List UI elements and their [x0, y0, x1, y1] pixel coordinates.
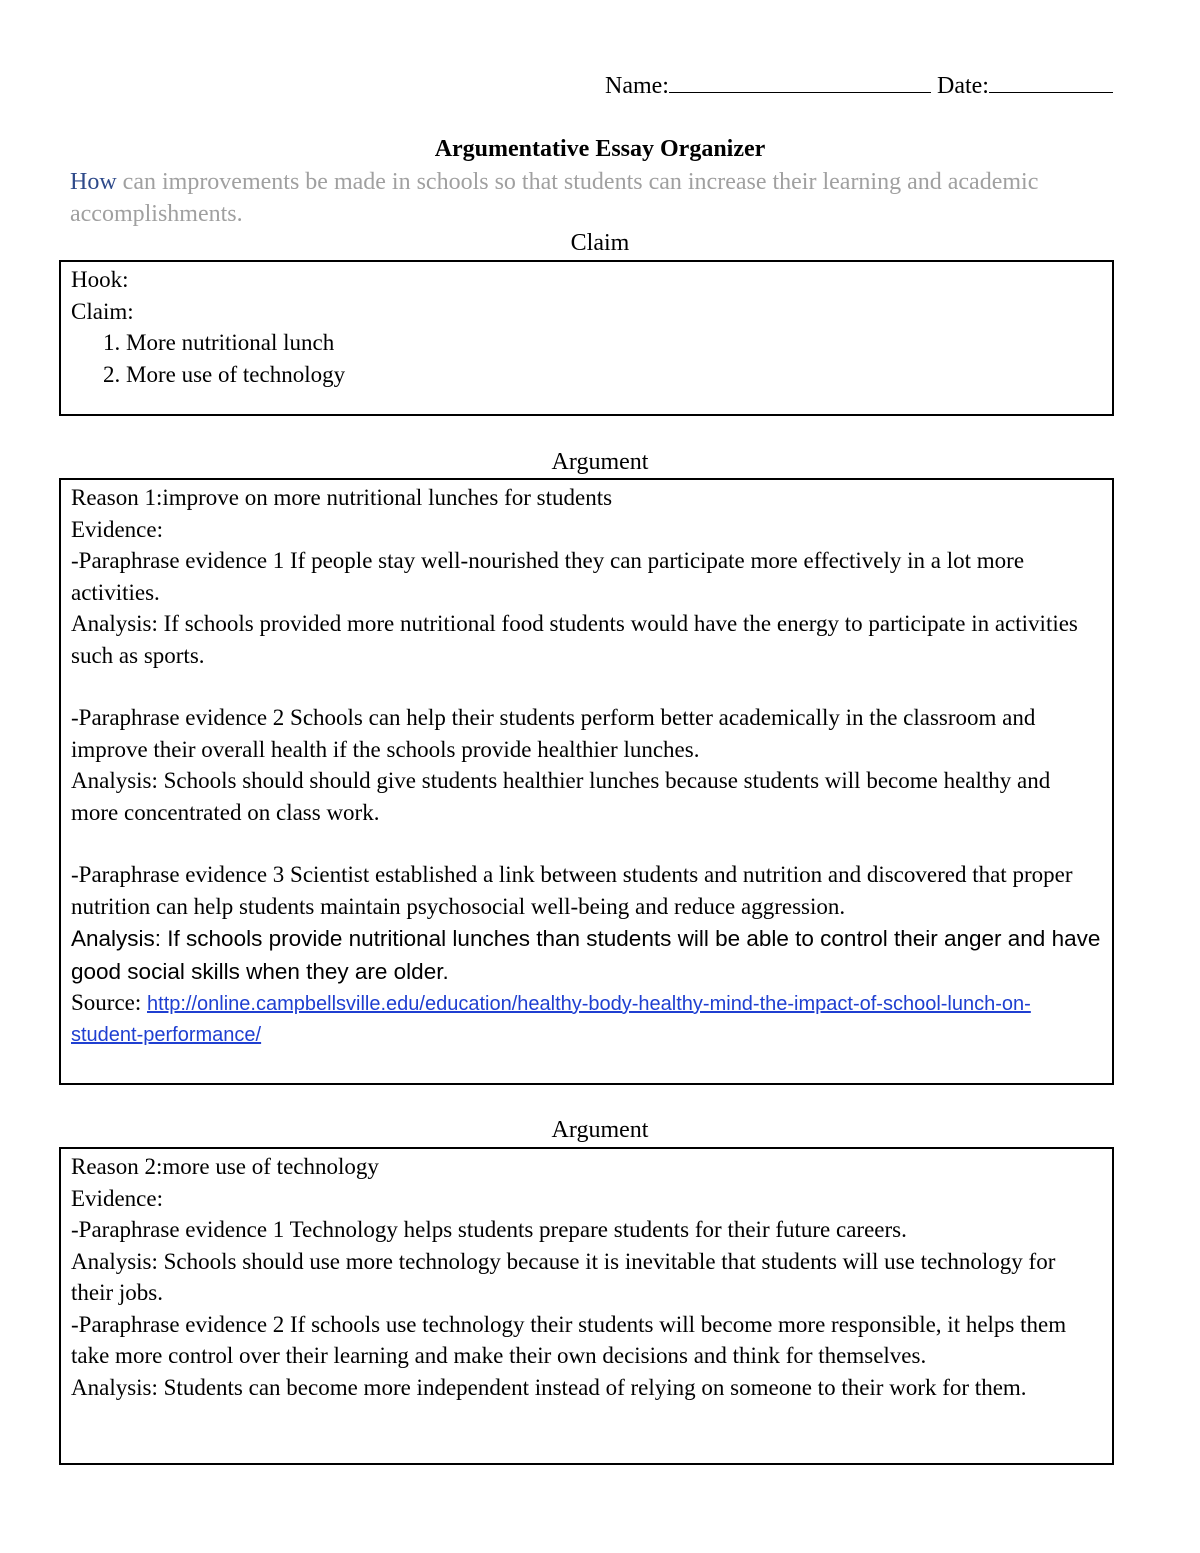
name-date-line: [605, 72, 1113, 100]
claim-box: [59, 260, 1114, 416]
evidence-2: -Paraphrase evidence 2 Schools can help their students perform better academically in the classroom and improve their overall health if the schools provide healthier lunches.: [71, 705, 1036, 762]
name-blank[interactable]: [669, 72, 931, 93]
source-link[interactable]: http://online.campbellsville.edu/education/healthy-body-healthy-mind-the-impact-of-school-lunch-on-student-performance/: [71, 993, 1031, 1046]
hook-label: Hook:: [71, 267, 129, 292]
essay-prompt: [70, 166, 1120, 230]
reason-1: Reason 1:improve on more nutritional lunches for students: [71, 485, 613, 510]
evidence-1: -Paraphrase evidence 1 If people stay well-nourished they can participate more effectively in a lot more activities.: [71, 548, 1025, 605]
page-title: Argumentative Essay Organizer: [434, 136, 766, 162]
argument-1-heading: Argument: [551, 449, 649, 475]
date-blank[interactable]: [989, 72, 1113, 93]
argument-1-box: [59, 478, 1114, 1085]
evidence-label-2: Evidence:: [71, 1185, 163, 1211]
argument-2-box: [59, 1147, 1114, 1465]
claim-label: Claim:: [71, 298, 134, 324]
prompt-how: How: [70, 169, 117, 195]
evidence-2-1: -Paraphrase evidence 1 Technology helps students prepare students for their future careers.: [71, 1217, 907, 1242]
analysis-2-2: Analysis: Students can become more independent instead of relying on someone to their work for them.: [71, 1374, 1027, 1400]
evidence-label: Evidence:: [71, 516, 163, 542]
evidence-3: -Paraphrase evidence 3 Scientist established a link between students and nutrition and discovered that proper nutrition can help students maintain psychosocial well-being and reduce aggression.: [71, 862, 1073, 919]
analysis-2: Analysis: Schools should should give students healthier lunches because students will become healthy and more concentrated on class work.: [71, 768, 1051, 825]
analysis-2-1: Analysis: Schools should use more technology because it is inevitable that students will use technology for their jobs.: [71, 1248, 1056, 1305]
date-label: Date:: [936, 73, 989, 99]
claim-item-2: 2. More use of technology: [103, 361, 346, 387]
prompt-rest: can improvements be made in schools so that students can increase their learning and academic accomplishments.: [70, 169, 1039, 227]
claim-item-1: 1. More nutritional lunch: [103, 330, 335, 355]
analysis-3: Analysis: If schools provide nutritional lunches than students will be able to control their anger and have good social skills when they are older.: [71, 926, 1101, 984]
source-label: Source:: [71, 990, 148, 1015]
analysis-1: Analysis: If schools provided more nutritional food students would have the energy to participate in activities such as sports.: [71, 611, 1078, 668]
claim-heading: Claim: [570, 230, 630, 256]
reason-2: Reason 2:more use of technology: [71, 1154, 379, 1179]
source-line: [71, 988, 1102, 1050]
name-label: Name:: [605, 73, 669, 99]
argument-2-heading: Argument: [551, 1117, 649, 1143]
evidence-2-2: -Paraphrase evidence 2 If schools use technology their students will become more responsible, it helps them take more control over their learning and make their own decisions and think for themselves.: [71, 1311, 1067, 1368]
